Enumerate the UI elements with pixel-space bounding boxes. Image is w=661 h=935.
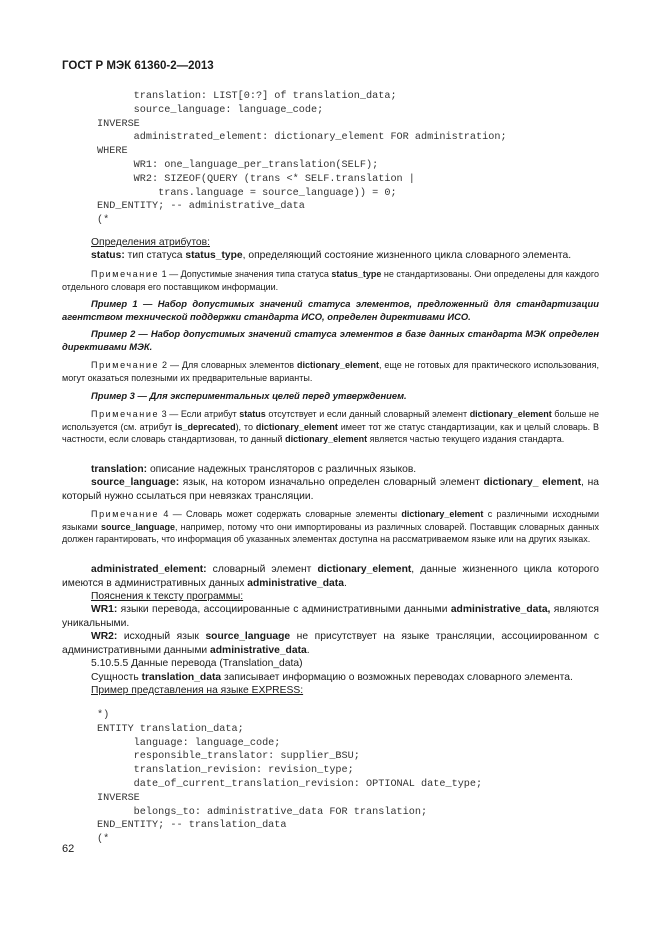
code-line: ENTITY translation_data; xyxy=(97,723,244,735)
code-line: belongs_to: administrative_data FOR translation; xyxy=(97,806,428,818)
code-line: WR1: one_language_per_translation(SELF); xyxy=(97,159,379,171)
program-explanations-heading: Пояснения к тексту программы: xyxy=(91,591,244,602)
code-line: translation_revision: revision_type; xyxy=(97,765,354,777)
wr1-explanation: WR1: языки перевода, ассоциированные с административными данными administrative_data, являются уникальными. xyxy=(62,604,599,629)
note-3: Примечание 3 — Если атрибут status отсутствует и если данный словарный элемент dictionary_element больше не используется (см. атрибут is_deprecated), то dictionary_element имеет тот же статус стандартизации, как и целый словарь. В частности, если словарь стандартизован, то данный dictionary_element является частью текущего издания стандарта. xyxy=(62,409,600,445)
code-line: WHERE xyxy=(97,146,128,158)
code-line: (* xyxy=(97,834,110,846)
attribute-definitions-heading: Определения атрибутов: xyxy=(91,237,210,248)
section-heading: 5.10.5.5 Данные перевода (Translation_data) xyxy=(91,658,303,669)
code-line: END_ENTITY; -- administrative_data xyxy=(97,201,305,213)
code-line: translation: LIST[0:?] of translation_data; xyxy=(97,91,397,102)
code-line: END_ENTITY; -- translation_data xyxy=(97,820,287,832)
document-header: ГОСТ Р МЭК 61360-2—2013 xyxy=(62,60,214,72)
code-line: date_of_current_translation_revision: OPTIONAL date_type; xyxy=(97,778,483,790)
express-code-block-2 xyxy=(97,709,482,847)
status-definition: status: тип статуса status_type, определяющий состояние жизненного цикла словарного элемента. xyxy=(91,250,572,261)
express-example-heading: Пример представления на языке EXPRESS: xyxy=(91,685,304,696)
page-number: 62 xyxy=(62,843,75,855)
source-language-definition: source_language: язык, на котором изначально определен словарный элемент dictionary_ element, на который нужно ссылаться при невязках трансляции. xyxy=(62,477,599,502)
administrated-element-definition: administrated_element: словарный элемент dictionary_element, данные жизненного цикла которого имеются в административных данных administrative_data. xyxy=(62,564,599,589)
code-line: source_language: language_code; xyxy=(97,104,324,116)
example-3: Пример 3 — Для экспериментальных целей перед утверждением. xyxy=(91,390,407,401)
code-line: INVERSE xyxy=(97,118,140,130)
code-line: trans.language = source_language)) = 0; xyxy=(97,187,397,199)
code-line: responsible_translator: supplier_BSU; xyxy=(97,751,360,763)
express-code-block-1 xyxy=(97,90,507,228)
example-1: Пример 1 — Набор допустимых значений статуса элементов, предложенный для стандартизации агентством технической поддержки стандарта ИСО, определен директивами ИСО. xyxy=(62,298,599,322)
code-line: WR2: SIZEOF(QUERY (trans <* SELF.translation | xyxy=(97,173,415,185)
code-line: language: language_code; xyxy=(97,737,281,749)
code-line: administrated_element: dictionary_element FOR administration; xyxy=(97,132,507,144)
code-line: (* xyxy=(97,215,110,227)
translation-definition: translation: описание надежных трансляторов с различных языков. xyxy=(91,464,417,475)
entity-description: Сущность translation_data записывает информацию о возможных переводах словарного элемента. xyxy=(91,672,573,683)
note-2: Примечание 2 — Для словарных элементов dictionary_element, еще не готовых для практического использования, могут оказаться полезными их предварительные варианты. xyxy=(62,360,600,383)
note-1: Примечание 1 — Допустимые значения типа статуса status_type не стандартизованы. Они определены для каждого отдельного словаря его поставщиком информации. xyxy=(62,269,600,292)
code-line: *) xyxy=(97,710,110,721)
wr2-explanation: WR2: исходный язык source_language не присутствует на языке трансляции, ассоциированном с административными данными administrative_data. xyxy=(62,631,599,656)
code-line: INVERSE xyxy=(97,792,140,804)
example-2: Пример 2 — Набор допустимых значений статуса элементов в базе данных стандарта МЭК определен директивами МЭК. xyxy=(62,328,599,352)
note-4: Примечание 4 — Словарь может содержать словарные элементы dictionary_element с различными исходными языками source_language, например, потому что они импортированы из различных словарей. Поставщик словарных данных должен гарантировать, что информация об указанных элементах доступна на рассматриваемом языке или на других языках. xyxy=(62,509,600,545)
